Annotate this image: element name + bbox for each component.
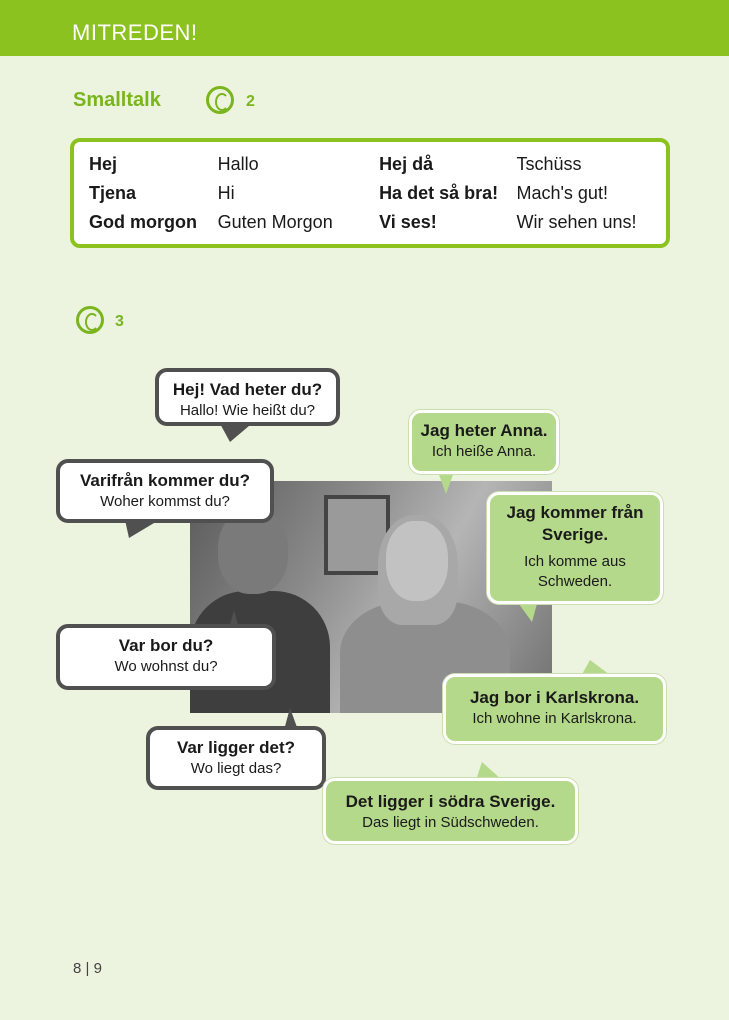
speech-bubble — [443, 674, 666, 744]
speech-bubble — [323, 778, 578, 844]
vocab-german: Mach's gut! — [516, 183, 608, 203]
table-row — [89, 208, 666, 237]
bubble-german-text: Ich wohne in Karlskrona. — [472, 710, 637, 727]
bubble-german-text: Wo wohnst du? — [114, 658, 218, 675]
vocab-german: Guten Morgon — [217, 212, 333, 232]
vocab-german: Wir sehen uns! — [516, 212, 637, 232]
bubble-german-text: Ich komme aus Schweden. — [524, 553, 626, 590]
vocab-swedish: Tjena — [89, 183, 137, 203]
bubble-german-text: Woher kommst du? — [100, 493, 230, 510]
vocab-swedish: Hej — [89, 154, 118, 174]
header-title: MITREDEN! — [72, 20, 198, 45]
bubble-swedish-text: Varifrån kommer du? — [79, 471, 251, 490]
bubble-swedish-text: Jag kommer från Sverige. — [506, 503, 644, 544]
bubble-swedish-text: Jag heter Anna. — [420, 421, 548, 440]
bubble-german-text: Ich heiße Anna. — [431, 443, 537, 460]
bubble-german-text: Hallo! Wie heißt du? — [179, 402, 316, 419]
speech-bubble — [56, 459, 274, 523]
table-row — [89, 179, 666, 208]
vocab-german: Tschüss — [516, 154, 582, 174]
bubble-swedish-text: Var bor du? — [118, 636, 214, 655]
bubble-swedish-text: Jag bor i Karlskrona. — [469, 688, 640, 707]
vocab-german: Hi — [217, 183, 235, 203]
speech-bubble — [155, 368, 340, 426]
bubble-swedish-text: Det ligger i södra Sverige. — [345, 792, 556, 811]
speech-bubble — [409, 410, 559, 474]
bubble-swedish-text: Hej! Vad heter du? — [172, 380, 323, 399]
speech-bubble — [487, 492, 663, 604]
vocab-swedish: Hej då — [379, 154, 434, 174]
ear-audio-icon[interactable] — [206, 86, 234, 114]
page-numbers: 8 | 9 — [73, 960, 102, 977]
speech-bubble — [146, 726, 326, 790]
vocab-table — [89, 150, 666, 237]
bubble-swedish-text: Var ligger det? — [176, 738, 296, 757]
ear-audio-icon[interactable] — [76, 306, 104, 334]
audio-track-number: 2 — [246, 93, 255, 110]
section-title: Smalltalk — [73, 89, 161, 111]
header-bar — [0, 0, 729, 56]
audio-track-number: 3 — [115, 313, 124, 330]
speech-bubble — [56, 624, 276, 690]
bubble-german-text: Das liegt in Südschweden. — [362, 814, 539, 831]
vocab-swedish: Vi ses! — [379, 212, 437, 232]
vocab-swedish: God morgon — [89, 212, 197, 232]
vocab-box — [70, 138, 670, 248]
table-row — [89, 150, 666, 179]
vocab-german: Hallo — [217, 154, 259, 174]
bubble-german-text: Wo liegt das? — [190, 760, 282, 777]
vocab-swedish: Ha det så bra! — [379, 183, 499, 203]
